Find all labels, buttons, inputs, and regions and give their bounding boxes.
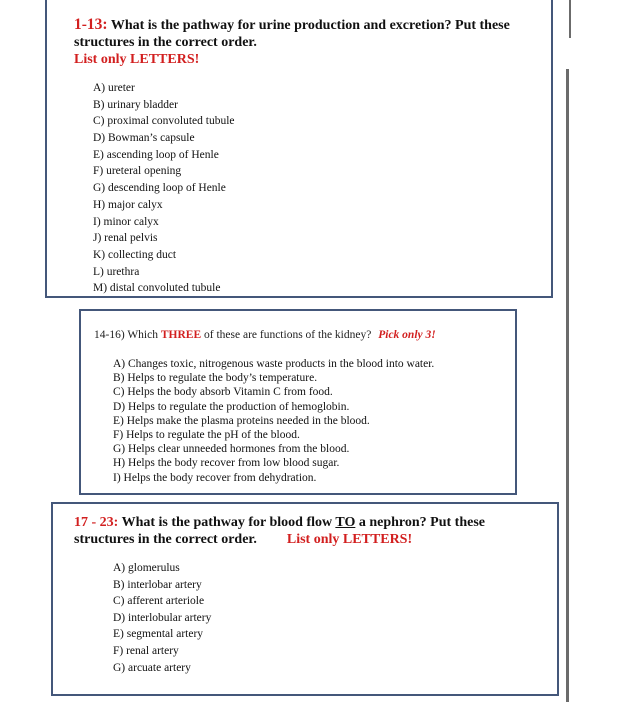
option-item: L) urethra bbox=[93, 265, 140, 278]
question-instruction: List only LETTERS! bbox=[74, 52, 200, 67]
question-text: a nephron? Put these structures in the correct order. bbox=[74, 515, 486, 547]
option-item: B) interlobar artery bbox=[113, 578, 202, 591]
question-emphasis: TO bbox=[335, 515, 356, 530]
question-14-16-heading bbox=[94, 328, 436, 342]
question-1-13-heading bbox=[74, 16, 544, 68]
option-item: F) renal artery bbox=[113, 644, 179, 657]
question-text: What is the pathway for urine production and excretion? Put these structures in the correct order. bbox=[74, 18, 510, 50]
option-item: A) Changes toxic, nitrogenous waste products in the blood into water. bbox=[113, 358, 435, 370]
option-item: I) minor calyx bbox=[93, 215, 159, 228]
answer-options-list bbox=[113, 560, 211, 676]
question-text: What is the pathway for blood flow bbox=[118, 515, 336, 530]
question-number: 1-13: bbox=[74, 16, 108, 33]
option-item: G) descending loop of Henle bbox=[93, 182, 226, 195]
option-item: C) Helps the body absorb Vitamin C from food. bbox=[113, 386, 333, 399]
question-pick-note: Pick only 3! bbox=[378, 329, 436, 341]
option-item: B) Helps to regulate the body’s temperature. bbox=[113, 372, 318, 385]
option-item: C) afferent arteriole bbox=[113, 595, 205, 608]
option-item: G) arcuate artery bbox=[113, 661, 191, 674]
answer-options-list bbox=[113, 357, 434, 485]
question-17-23-heading bbox=[74, 514, 544, 548]
option-item: J) renal pelvis bbox=[93, 232, 158, 245]
option-item: H) Helps the body recover from low blood sugar. bbox=[113, 457, 340, 470]
question-suffix: of these are functions of the kidney? bbox=[201, 329, 372, 341]
option-item: E) ascending loop of Henle bbox=[93, 148, 219, 161]
option-item: M) distal convoluted tubule bbox=[93, 282, 221, 295]
option-item: D) Bowman’s capsule bbox=[93, 132, 195, 145]
option-item: E) Helps make the plasma proteins needed in the blood. bbox=[113, 414, 370, 427]
question-highlight: THREE bbox=[160, 329, 202, 341]
option-item: C) proximal convoluted tubule bbox=[93, 115, 235, 128]
option-item: F) ureteral opening bbox=[93, 165, 182, 178]
question-prefix: 14-16) Which bbox=[94, 329, 161, 341]
option-item: D) Helps to regulate the production of hemoglobin. bbox=[113, 400, 350, 413]
page-edge-line bbox=[566, 69, 569, 702]
option-item: E) segmental artery bbox=[113, 628, 204, 641]
option-item: I) Helps the body recover from dehydration. bbox=[113, 471, 317, 484]
option-item: D) interlobular artery bbox=[113, 611, 212, 624]
option-item: B) urinary bladder bbox=[93, 98, 178, 111]
question-number: 17 - 23: bbox=[74, 515, 119, 530]
option-item: G) Helps clear unneeded hormones from the blood. bbox=[113, 443, 350, 456]
option-item: A) ureter bbox=[93, 82, 135, 94]
option-item: F) Helps to regulate the pH of the blood. bbox=[113, 428, 300, 441]
question-instruction: List only LETTERS! bbox=[286, 532, 413, 547]
page-edge-line bbox=[569, 0, 571, 38]
option-item: K) collecting duct bbox=[93, 248, 177, 261]
option-item: H) major calyx bbox=[93, 198, 163, 211]
answer-options-list bbox=[93, 80, 235, 297]
option-item: A) glomerulus bbox=[113, 562, 180, 574]
